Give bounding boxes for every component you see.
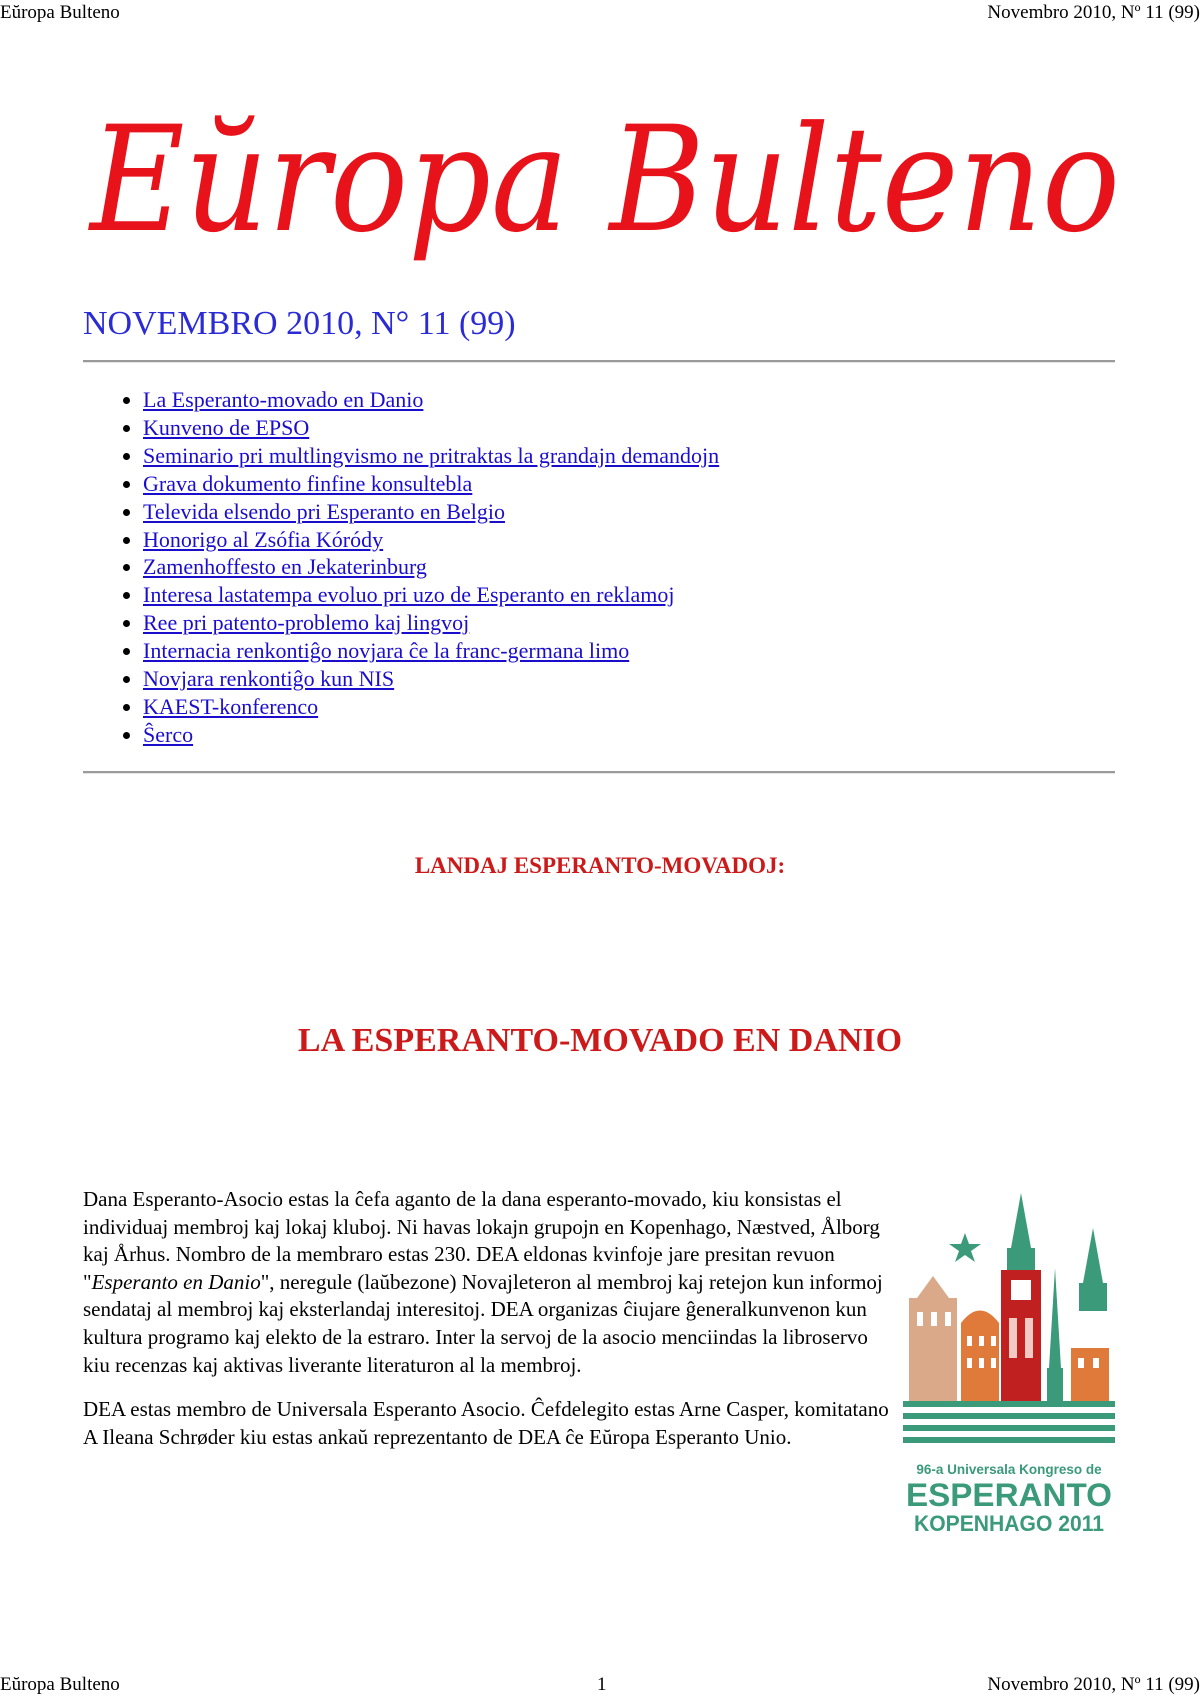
logo-line-2: ESPERANTO — [906, 1477, 1112, 1513]
p1-text-a: Dana Esperanto-Asocio estas la ĉefa aganto de la dana esperanto-movado, kiu konsistas el individuaj membroj kaj lokaj kluboj. Ni havas lokajn grupojn en Kopenhago, Næstved, Ålborg kaj Århus. Nombro de la membraro estas 230. DEA eldonas kvinfoje jare presitan revuon " — [83, 1187, 880, 1294]
page-header-right: Novembro 2010, Nº 11 (99) — [987, 2, 1200, 23]
toc-link-grava-dokumento[interactable]: Grava dokumento finfine konsultebla — [143, 470, 473, 496]
toc-link-reklamoj[interactable]: Interesa lastatempa evoluo pri uzo de Esperanto en reklamoj — [143, 582, 675, 608]
divider-top — [83, 360, 1115, 363]
toc-link-patento[interactable]: Ree pri patento-problemo kaj lingvoj — [143, 610, 470, 636]
masthead-wordmark — [87, 78, 1130, 278]
p1-magazine-title: Esperanto en Danio — [91, 1269, 261, 1294]
toc-link-epso[interactable]: Kunveno de EPSO — [143, 414, 310, 440]
congress-logo-graphic — [903, 1188, 1115, 1538]
toc-link-kaest[interactable]: KAEST-konferenco — [143, 693, 319, 719]
toc-link-seminario[interactable]: Seminario pri multlingvismo ne pritraktas la grandajn demandojn — [143, 442, 720, 468]
toc-item — [143, 581, 719, 609]
toc-item — [143, 553, 719, 581]
toc-link-nis[interactable]: Novjara renkontiĝo kun NIS — [143, 666, 395, 692]
article-title: LA ESPERANTO-MOVADO EN DANIO — [297, 1022, 903, 1059]
star-icon — [949, 1233, 981, 1262]
article-paragraph-2: DEA estas membro de Universala Esperanto Asocio. Ĉefdelegito estas Arne Casper, komitatano A Ileana Schrøder kiu estas ankaŭ reprezentanto de DEA ĉe Eŭropa Esperanto Unio. — [83, 1397, 889, 1449]
toc-item — [143, 526, 719, 554]
logo-line-3: KOPENHAGO 2011 — [914, 1511, 1104, 1536]
toc-link-honorigo[interactable]: Honorigo al Zsófia Kóródy — [143, 526, 384, 552]
toc-link-serco[interactable]: Ŝerco — [143, 721, 194, 747]
toc-link-televida-elsendo[interactable]: Televida elsendo pri Esperanto en Belgio — [143, 498, 505, 524]
article-body — [83, 1186, 898, 1468]
logo-line-1: 96-a Universala Kongreso de — [916, 1462, 1102, 1477]
divider-bottom — [83, 771, 1115, 774]
toc-item — [143, 693, 719, 721]
toc-item — [143, 386, 719, 414]
p1-text-b: ", neregule (laŭbezone) Novajleteron al membroj kaj retejon kun informoj sendataj al membroj kaj eksterlandaj interesitoj. DEA organizas ĉiujare ĝeneralkunvenon kun kultura programo kaj elekto de la estraro. Inter la servoj de la asocio menciindas la libroservo kiu recenzas kaj aktivas liverante literaturon al la membroj. — [83, 1269, 883, 1377]
toc-item — [143, 414, 719, 442]
issue-line: NOVEMBRO 2010, N° 11 (99) — [83, 305, 516, 342]
section-label: LANDAJ ESPERANTO-MOVADOJ: — [414, 853, 786, 878]
toc-item — [143, 470, 719, 498]
toc-item — [143, 721, 719, 749]
toc-item — [143, 442, 719, 470]
toc-link-esperanto-danio[interactable]: La Esperanto-movado en Danio — [143, 387, 424, 412]
toc-item — [143, 665, 719, 693]
page-footer-left: Eŭropa Bulteno — [0, 1674, 120, 1695]
masthead-text: Eŭropa Bulteno — [87, 95, 1120, 265]
page-number: 1 — [597, 1674, 607, 1695]
toc-item — [143, 609, 719, 637]
article-paragraph-1 — [83, 1186, 898, 1379]
toc-item — [143, 637, 719, 665]
page-footer-right: Novembro 2010, Nº 11 (99) — [987, 1674, 1200, 1695]
masthead-title — [87, 78, 1130, 278]
table-of-contents — [115, 386, 719, 749]
page-header-left: Eŭropa Bulteno — [0, 2, 120, 23]
toc-item — [143, 498, 719, 526]
congress-logo — [903, 1188, 1115, 1538]
toc-link-zamenhoffesto[interactable]: Zamenhoffesto en Jekaterinburg — [143, 554, 427, 580]
toc-link-internacia-renkontigo[interactable]: Internacia renkontiĝo novjara ĉe la franc-germana limo — [143, 638, 630, 664]
